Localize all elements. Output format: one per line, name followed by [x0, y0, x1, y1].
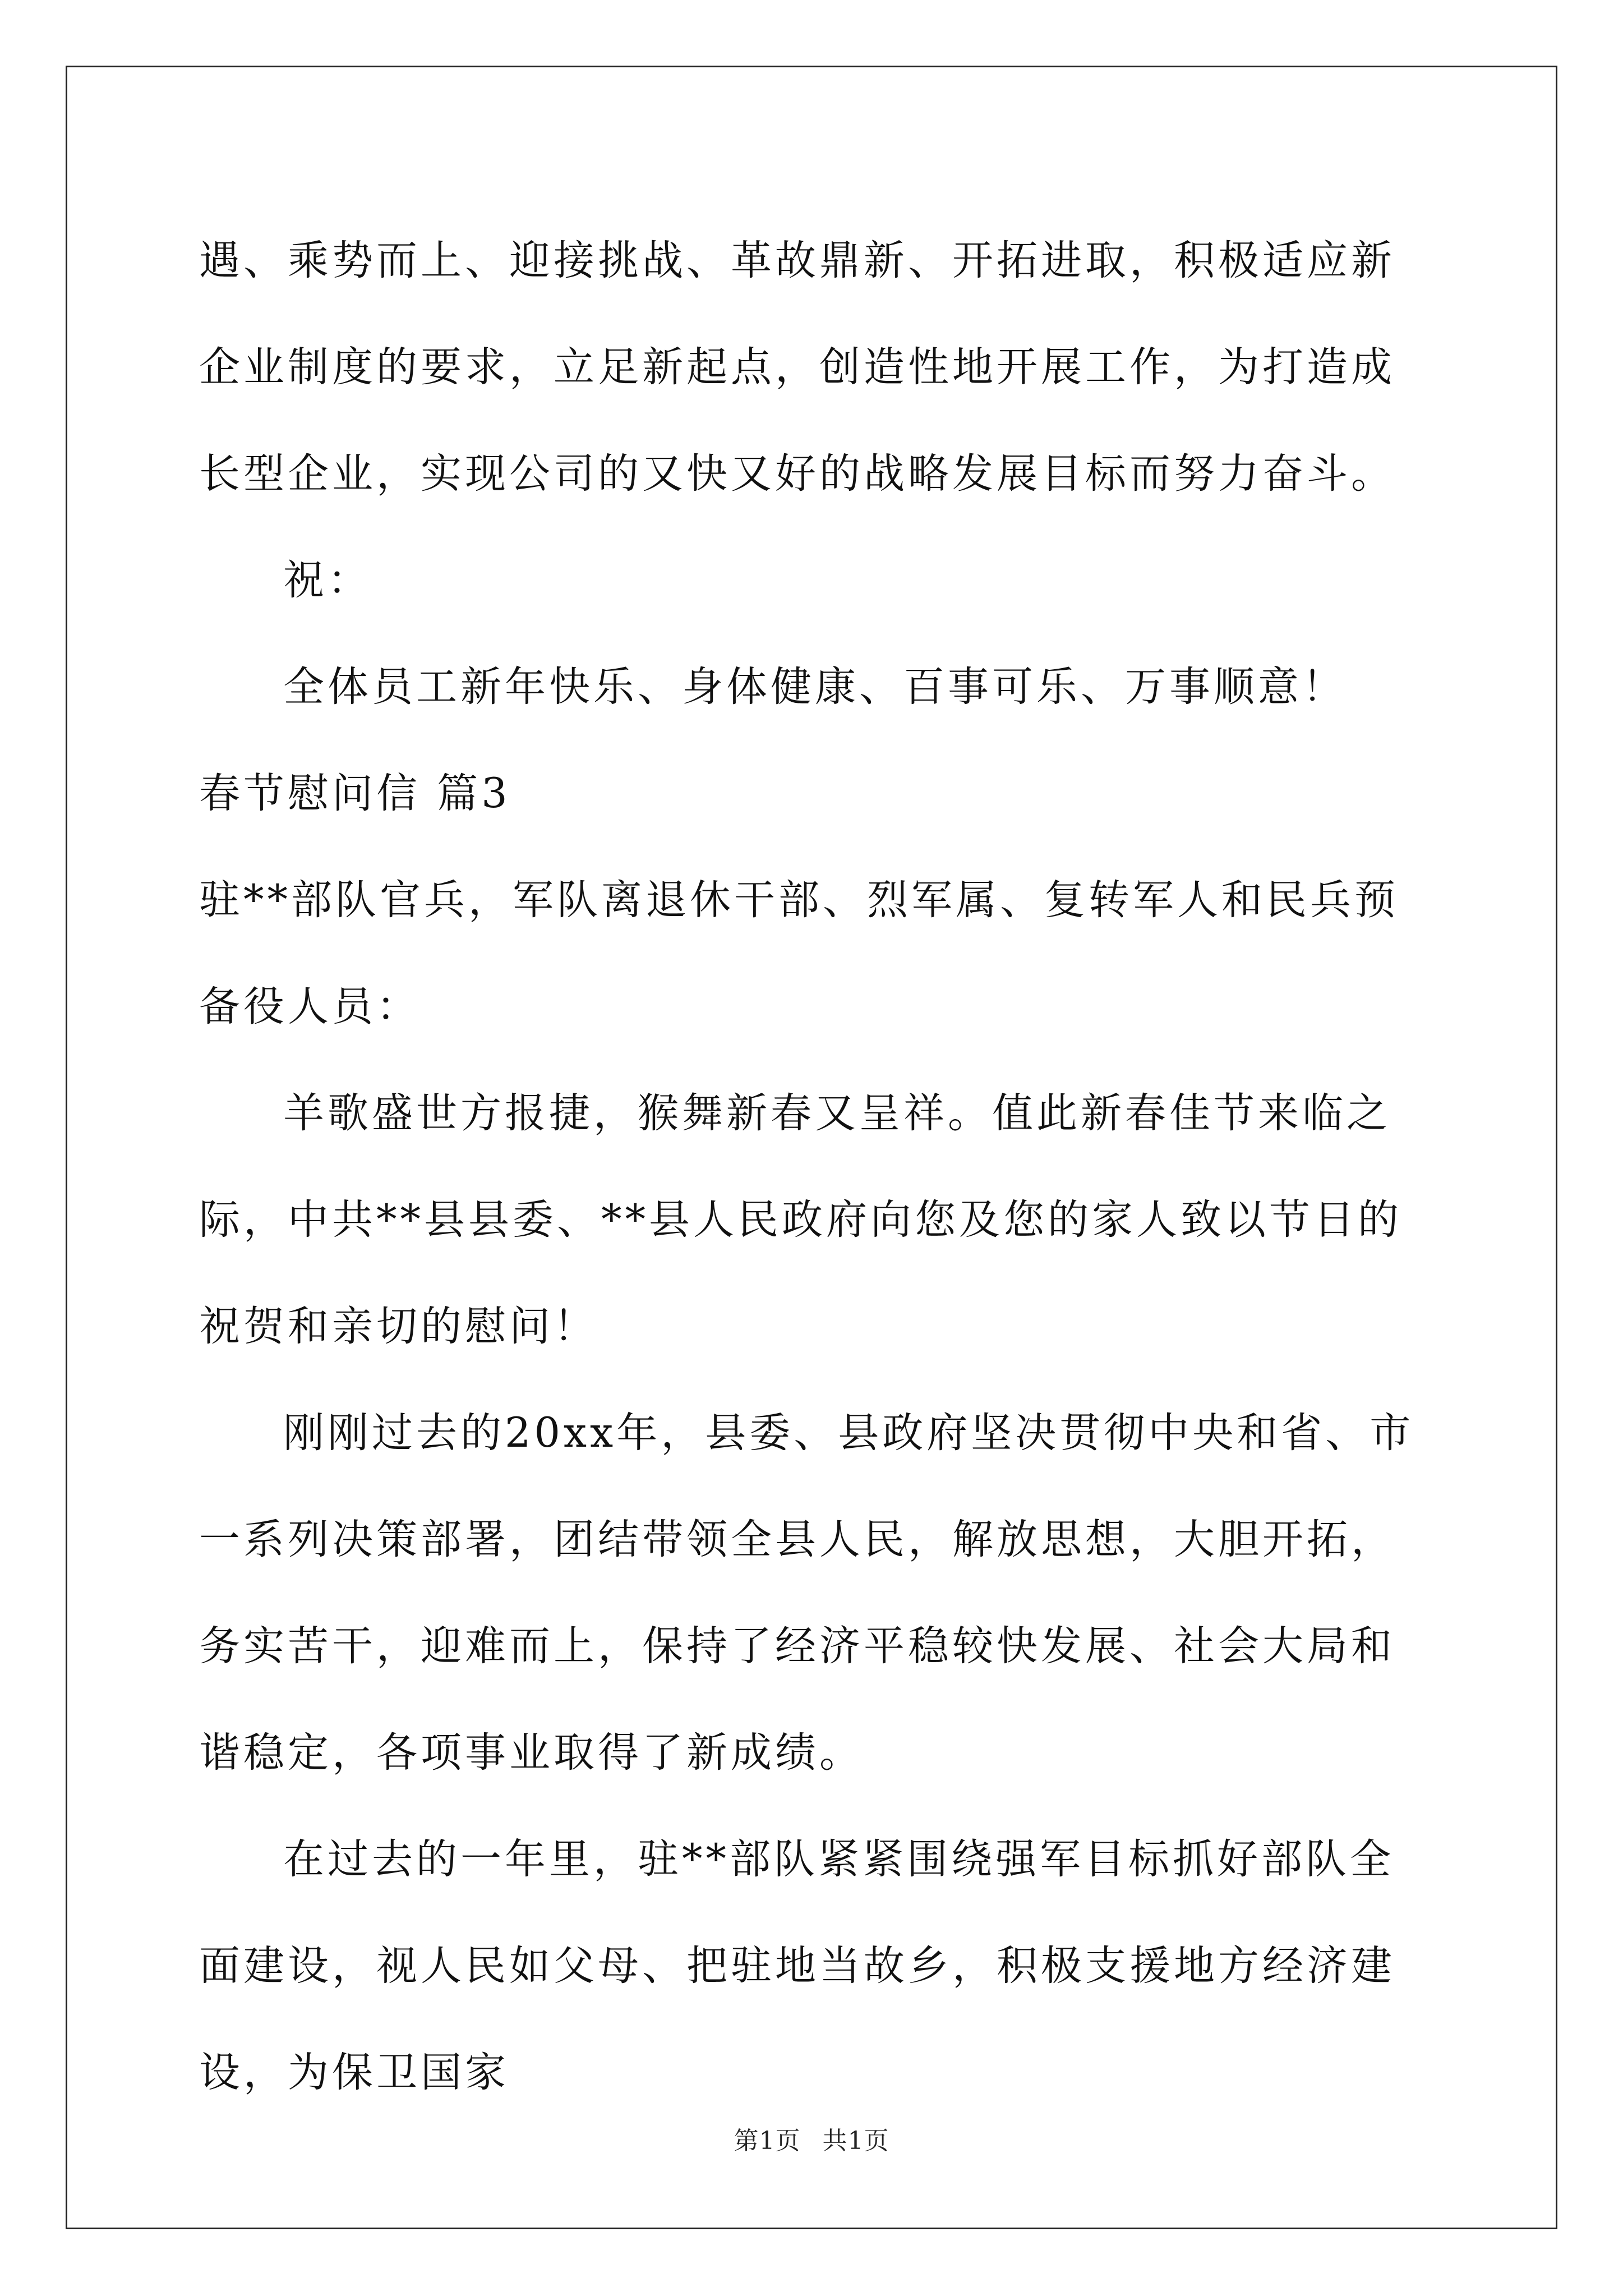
paragraph-blessing: 全体员工新年快乐、身体健康、百事可乐、万事顺意！ [283, 663, 1347, 711]
page-total: 共1页 [822, 2127, 889, 2155]
section-heading: 春节慰问信 篇3 [199, 770, 511, 817]
page-number: 第1页 [734, 2127, 801, 2155]
paragraph-army: 在过去的一年里，驻**部队紧紧围绕强军目标抓好部队全面建设，视人民如父母、把驻地当故乡，积极支援地方经济建设，为保卫国家 [199, 1835, 1395, 2096]
page-footer [0, 2120, 1623, 2156]
paragraph-salutation: 驻**部队官兵，军队离退休干部、烈军属、复转军人和民兵预备役人员： [199, 876, 1399, 1030]
paragraph-greeting: 羊歌盛世方报捷，猴舞新春又呈祥。值此新春佳节来临之际，中共**县县委、**县人民政府向您及您的家人致以节日的祝贺和亲切的慰问！ [199, 1089, 1402, 1350]
paragraph-continuation: 遇、乘势而上、迎接挑战、革故鼎新、开拓进取，积极适应新企业制度的要求，立足新起点，创造性地开展工作，为打造成长型企业，实现公司的又快又好的战略发展目标而努力奋斗。 [199, 237, 1395, 498]
paragraph-blessing-label: 祝： [283, 556, 372, 604]
paragraph-review: 刚刚过去的20xx年，县委、县政府坚决贯彻中央和省、市一系列决策部署，团结带领全县人民，解放思想，大胆开拓，务实苦干，迎难而上，保持了经济平稳较快发展、社会大局和谐稳定，各项事业取得了新成绩。 [199, 1409, 1414, 1777]
